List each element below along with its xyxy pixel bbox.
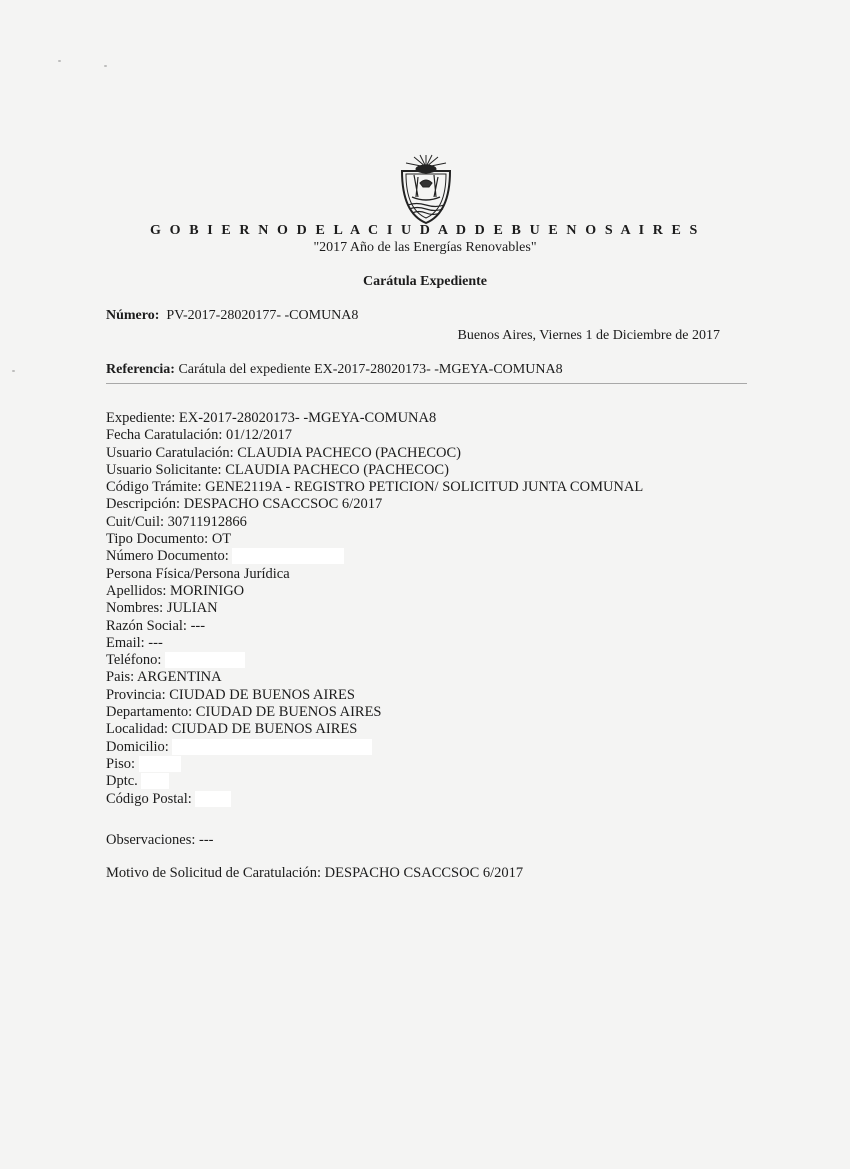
field-label: Email: — [106, 634, 145, 651]
field-value: --- — [190, 617, 206, 634]
field-value: EX-2017-28020173- -MGEYA-COMUNA8 — [178, 410, 437, 426]
field-label: Provincia: — [106, 686, 166, 703]
scan-speck — [104, 65, 107, 67]
scan-speck — [12, 370, 15, 372]
field-row — [106, 427, 643, 444]
field-value: CIUDAD DE BUENOS AIRES — [171, 721, 358, 738]
expediente-fields — [106, 410, 643, 808]
field-label: Código Trámite: — [106, 479, 202, 496]
field-label: Fecha Caratulación: — [106, 427, 223, 444]
field-row — [106, 531, 643, 548]
field-value: CIUDAD DE BUENOS AIRES — [169, 686, 355, 703]
numero-label: Número: — [106, 308, 160, 323]
field-row — [106, 635, 643, 652]
field-label: Usuario Caratulación: — [106, 444, 234, 461]
redacted-value — [232, 548, 344, 564]
field-label: Persona Física/Persona Jurídica — [106, 565, 290, 582]
field-row — [106, 445, 643, 462]
field-row — [106, 514, 643, 531]
document-title: Carátula Expediente — [362, 274, 488, 289]
field-value: JULIAN — [166, 600, 218, 617]
field-label: Número Documento: — [106, 548, 229, 565]
field-row — [106, 583, 643, 600]
observaciones-line — [106, 832, 214, 849]
motivo-line — [106, 865, 523, 882]
field-row — [106, 548, 643, 565]
field-value: ARGENTINA — [137, 669, 222, 686]
field-value: DESPACHO CSACCSOC 6/2017 — [183, 496, 383, 513]
field-label: Localidad: — [106, 721, 169, 738]
field-row — [106, 669, 643, 686]
motivo-label: Motivo de Solicitud de Caratulación: — [106, 865, 322, 881]
place-date: Buenos Aires, Viernes 1 de Diciembre de 2017 — [457, 328, 720, 343]
field-value: CIUDAD DE BUENOS AIRES — [195, 704, 382, 721]
field-label: Nombres: — [106, 600, 164, 617]
field-label: Domicilio: — [106, 738, 169, 755]
government-header: G O B I E R N O D E L A C I U D A D D E B U E N O S A I R E S — [150, 223, 700, 238]
field-value: GENE2119A - REGISTRO PETICION/ SOLICITUD JUNTA COMUNAL — [205, 479, 644, 496]
field-row — [106, 618, 643, 635]
field-row — [106, 739, 643, 756]
field-row — [106, 791, 643, 808]
field-label: Piso: — [106, 755, 136, 772]
field-value: 01/12/2017 — [225, 427, 293, 444]
field-label: Cuit/Cuil: — [106, 513, 165, 530]
field-label: Teléfono: — [106, 652, 162, 669]
numero-line — [106, 308, 358, 324]
field-value: MORINIGO — [170, 582, 245, 599]
scan-speck — [58, 60, 61, 62]
field-row — [106, 462, 643, 479]
observaciones-label: Observaciones: — [106, 832, 196, 848]
field-label: Departamento: — [106, 704, 193, 721]
referencia-value: Carátula del expediente EX-2017-28020173- -MGEYA-COMUNA8 — [178, 362, 563, 377]
city-seal-emblem-icon — [396, 153, 456, 225]
field-value: CLAUDIA PACHECO (PACHECOC) — [225, 461, 449, 478]
field-label: Expediente: — [106, 410, 176, 426]
field-label: Código Postal: — [106, 790, 192, 807]
redacted-value — [141, 773, 169, 789]
observaciones-value: --- — [199, 832, 214, 848]
field-row — [106, 687, 643, 704]
field-label: Usuario Solicitante: — [106, 461, 222, 478]
field-row — [106, 600, 643, 617]
field-row — [106, 566, 643, 583]
numero-value: PV-2017-28020177- -COMUNA8 — [166, 308, 359, 323]
field-row — [106, 410, 643, 427]
referencia-label: Referencia: — [106, 362, 175, 377]
field-value: OT — [211, 531, 232, 548]
field-label: Apellidos: — [106, 582, 167, 599]
field-row — [106, 496, 643, 513]
field-label: Tipo Documento: — [106, 531, 209, 548]
field-row — [106, 773, 643, 790]
field-label: Pais: — [106, 669, 135, 686]
motivo-value: DESPACHO CSACCSOC 6/2017 — [324, 865, 524, 881]
field-label: Dptc. — [106, 773, 138, 790]
year-motto: "2017 Año de las Energías Renovables" — [313, 240, 537, 255]
field-row — [106, 704, 643, 721]
field-row — [106, 721, 643, 738]
divider-rule — [106, 383, 747, 384]
redacted-value — [139, 756, 181, 772]
field-value: 30711912866 — [167, 513, 247, 530]
field-label: Descripción: — [106, 496, 181, 513]
field-value: --- — [148, 634, 163, 651]
field-label: Razón Social: — [106, 617, 187, 634]
field-row — [106, 652, 643, 669]
field-row — [106, 479, 643, 496]
redacted-value — [172, 739, 372, 755]
redacted-value — [195, 791, 231, 807]
field-row — [106, 756, 643, 773]
redacted-value — [165, 652, 245, 668]
referencia-line — [106, 362, 563, 378]
field-value: CLAUDIA PACHECO (PACHECOC) — [237, 444, 461, 461]
